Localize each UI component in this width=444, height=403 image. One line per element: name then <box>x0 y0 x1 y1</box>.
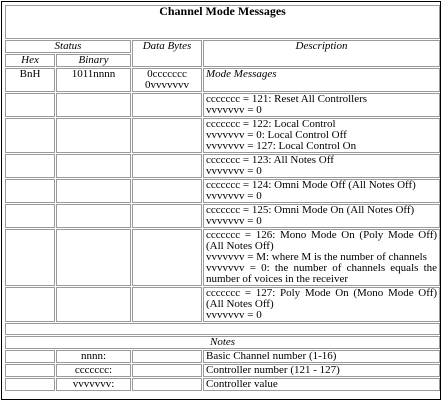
message-line: ccccccc = 124: Omni Mode Off (All Notes Off) <box>206 179 416 191</box>
message-line: ccccccc = 126: Mono Mode On (Poly Mode Off) (All Notes Off) <box>206 229 438 252</box>
note-row <box>5 350 440 363</box>
message-row <box>5 179 440 203</box>
note-key: vvvvvvv: <box>56 378 131 391</box>
message-line: vvvvvvv = 0: Local Control Off <box>206 129 347 141</box>
note-value: Basic Channel number (1-16) <box>203 350 440 363</box>
status-header: Status <box>5 40 131 53</box>
message-row <box>5 204 440 228</box>
notes-header-row <box>5 336 440 349</box>
message-line: ccccccc = 122: Local Control <box>206 118 336 130</box>
message-line: vvvvvvv = 0 <box>206 165 262 177</box>
note-row <box>5 364 440 377</box>
note-key: ccccccc: <box>56 364 131 377</box>
message-line: vvvvvvv = 127: Local Control On <box>206 140 357 152</box>
message-line: ccccccc = 121: Reset All Controllers <box>206 93 368 105</box>
note-value: Controller number (121 - 127) <box>203 364 440 377</box>
message-line: vvvvvvv = 0 <box>206 215 262 227</box>
message-line: ccccccc = 123: All Notes Off <box>206 154 334 166</box>
binary-header: Binary <box>56 54 131 67</box>
message-description <box>203 204 440 228</box>
message-line: vvvvvvv = M: where M is the number of channels <box>206 251 427 263</box>
message-line: vvvvvvv = 0: the number of channels equals the number of voices in the receiver <box>206 262 438 285</box>
message-row <box>5 118 440 153</box>
message-row <box>5 154 440 178</box>
data-bytes-value <box>132 68 202 92</box>
title-row <box>5 5 440 39</box>
message-line: vvvvvvv = 0 <box>206 190 262 202</box>
message-description <box>203 93 440 117</box>
message-description <box>203 179 440 203</box>
hex-value: BnH <box>5 68 55 92</box>
data-byte-2: 0vvvvvvv <box>145 79 189 91</box>
header-row-1 <box>5 40 440 53</box>
mode-messages-label: Mode Messages <box>203 68 440 92</box>
table-title: Channel Mode Messages <box>5 5 440 39</box>
note-key: nnnn: <box>56 350 131 363</box>
description-header: Description <box>203 40 440 67</box>
message-description <box>203 287 440 322</box>
document-frame <box>1 1 441 400</box>
channel-mode-table <box>4 4 441 392</box>
first-row <box>5 68 440 92</box>
data-byte-1: 0ccccccc <box>147 68 187 80</box>
message-row <box>5 229 440 286</box>
binary-value: 1011nnnn <box>56 68 131 92</box>
message-line: vvvvvvv = 0 <box>206 309 262 321</box>
message-line: vvvvvvv = 0 <box>206 104 262 116</box>
message-line: ccccccc = 127: Poly Mode On (Mono Mode Off) (All Notes Off) <box>206 287 438 310</box>
notes-title: Notes <box>5 336 440 349</box>
message-description <box>203 229 440 286</box>
note-value: Controller value <box>203 378 440 391</box>
data-bytes-header: Data Bytes <box>132 40 202 67</box>
spacer-row <box>5 323 440 335</box>
message-description <box>203 118 440 153</box>
note-row <box>5 378 440 391</box>
message-row <box>5 93 440 117</box>
message-line: ccccccc = 125: Omni Mode On (All Notes Off) <box>206 204 415 216</box>
message-row <box>5 287 440 322</box>
spacer-cell <box>5 323 440 335</box>
hex-header: Hex <box>5 54 55 67</box>
message-description <box>203 154 440 178</box>
